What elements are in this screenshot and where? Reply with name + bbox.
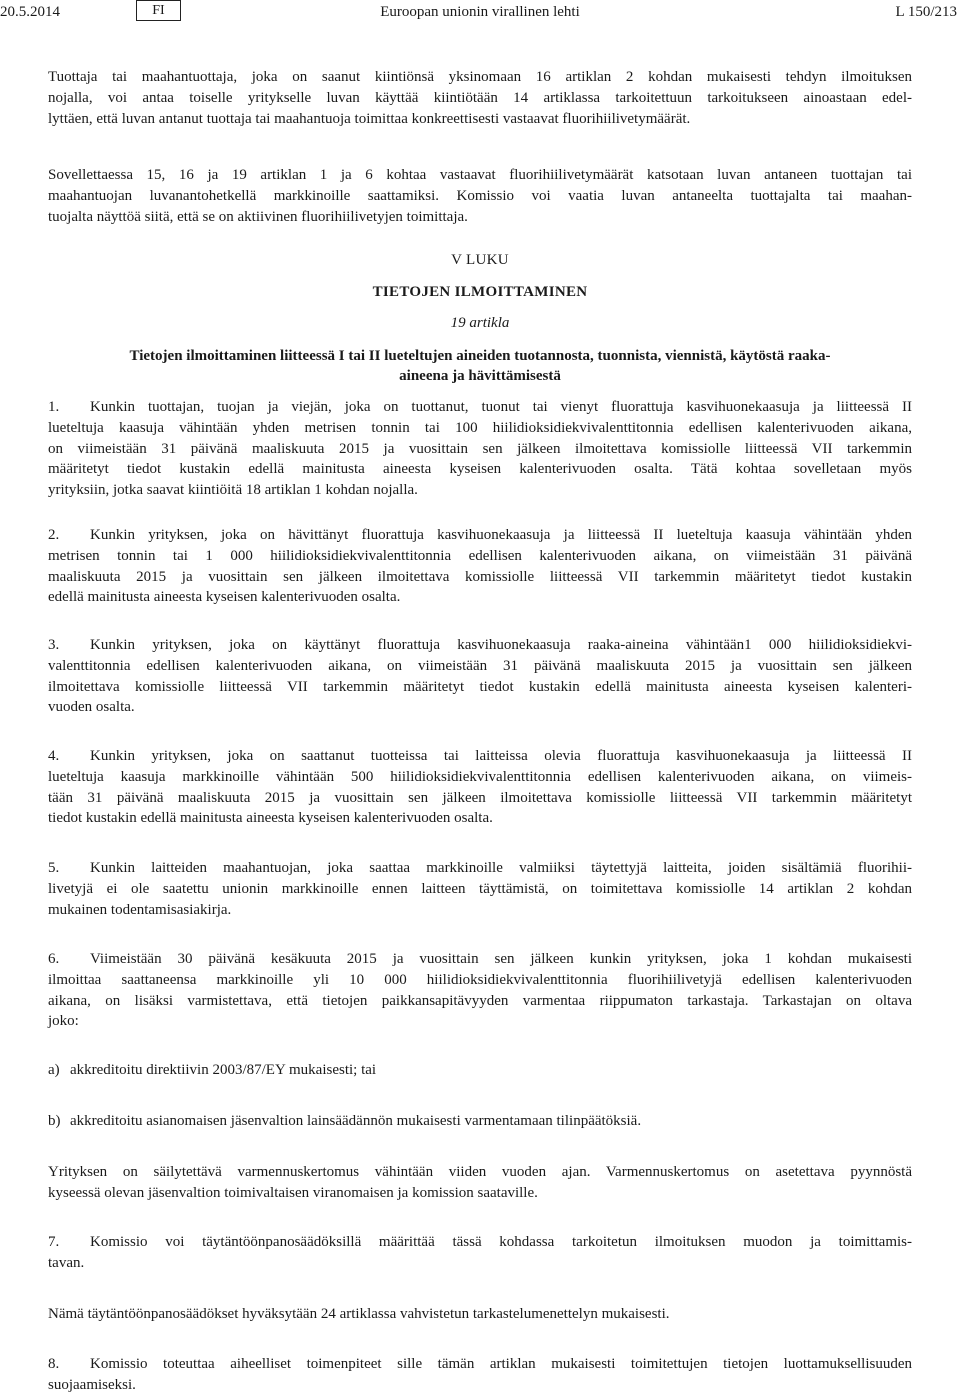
text-line: vuoden osalta.	[48, 699, 135, 716]
text-line: Sovellettaessa 15, 16 ja 19 artiklan 1 ja 6 kohtaa vastaavat fluorihiilivetymäärät katsotaan luvan antaneen tuottajan tai	[48, 167, 912, 183]
chapter-title: TIETOJEN ILMOITTAMINEN	[372, 284, 588, 300]
intro-paragraph-1	[48, 67, 912, 129]
text-line: maahantuojan luvanantohetkellä markkinoille saattamiksi. Komissio voi vaatia luvan antaneelta tuottajalta tai maahan-	[48, 187, 912, 204]
point-label: a)	[48, 1062, 60, 1078]
article-item-5	[48, 858, 912, 920]
article-item-7	[48, 1232, 912, 1274]
text-line	[48, 746, 912, 767]
verification-paragraph	[48, 1162, 912, 1204]
text-line: nojalla, voi antaa toiselle yritykselle luvan käyttää kiintiötään 14 artiklassa tarkoitettuun tarkoitukseen ainoastaan edel-	[48, 89, 912, 106]
text-line	[48, 525, 912, 546]
page-reference: L 150/213	[895, 4, 957, 20]
journal-title: Euroopan unionin virallinen lehti	[380, 4, 580, 20]
text-line: on viimeistään 31 päivänä maaliskuuta 2015 ja vuosittain sen jälkeen ilmoitettava komissiolle liitteessä VII tarkemmin	[48, 440, 912, 457]
text-line: määritetyt tiedot kustakin edellä mainitusta aineesta kyseisen kalenterivuoden osalta. Tätä kohtaa sovelletaan myös	[48, 461, 912, 478]
item-text: Komissio voi täytäntöönpanosäädöksillä määrittää tässä kohdassa tarkoitetun ilmoituksen muodon ja toimittamis-	[90, 1234, 912, 1250]
text-line	[48, 858, 912, 879]
text-line: ilmoittaa saattaneensa markkinoille yli 10 000 hiilidioksidiekvivalenttitonnia fluorihiilivetyjä edellisen kalenterivuoden	[48, 971, 912, 988]
heading-line: aineena ja hävittämisestä	[399, 368, 561, 384]
text-line: metrisen tonnin tai 1 000 hiilidioksidiekvivalenttitonnia edellisen kalenterivuoden aikana, on viimeistään 31 päivänä	[48, 547, 912, 564]
article-label: 19 artikla	[450, 315, 510, 331]
text-line: tavan.	[48, 1254, 85, 1271]
point-text: akkreditoitu asianomaisen jäsenvaltion lainsäädännön mukaisesti varmentamaan tilinpäätöksiä.	[70, 1113, 642, 1129]
text-line: tään 31 päivänä maaliskuuta 2015 ja vuosittain sen jälkeen ilmoitettava komissiolle liitteessä VII tarkemmin määritetyt	[48, 789, 912, 806]
article-item-8	[48, 1354, 912, 1396]
text-line: livetyjä ei ole saatettu unionin markkinoille ennen laitteen täyttämistä, on toimitettava komissiolle 14 artiklan 2 kohdan	[48, 880, 912, 897]
text-line: joko:	[48, 1013, 79, 1030]
text-line	[48, 1354, 912, 1375]
text-line: lueteltuja kaasuja vähintään yhden metrisen tonnin tai 100 hiilidioksidiekvivalenttitonnia edellisen kalenterivuoden aikana,	[48, 419, 912, 436]
item-number: 4.	[48, 748, 60, 764]
text-line: suojaamiseksi.	[48, 1376, 136, 1393]
item-number: 3.	[48, 637, 60, 653]
text-line: yrityksiin, jotka saavat kiintiöitä 18 artiklan 1 kohdan nojalla.	[48, 482, 418, 498]
item-number: 5.	[48, 860, 60, 876]
text-line: lueteltuja kaasuja markkinoille vähintään 500 hiilidioksidiekvivalenttitonnia edellisen kalenterivuoden aikana, on viimeis-	[48, 768, 912, 785]
publication-date: 20.5.2014	[0, 4, 60, 20]
item-text: Kunkin tuottajan, tuojan ja viejän, joka on tuottanut, tuonut tai vienyt fluorattuja kasvihuonekaasuja ja liitteessä II	[90, 399, 912, 415]
article-item-2	[48, 525, 912, 608]
item-number: 6.	[48, 951, 60, 967]
item-text: Kunkin yrityksen, joka on käyttänyt fluorattuja kasvihuonekaasuja raaka-aineina vähintään1 000 hiilidioksidiekvi-	[90, 637, 912, 653]
sub-point-b	[48, 1111, 912, 1132]
text-line: maaliskuuta 2015 ja vuosittain sen jälkeen ilmoitettava komissiolle liitteessä VII tarkemmin määritetyt tiedot kustakin	[48, 568, 912, 585]
point-label: b)	[48, 1113, 61, 1129]
item-number: 1.	[48, 399, 60, 415]
text-line: Tuottaja tai maahantuottaja, joka on saanut kiintiönsä yksinomaan 16 artiklan 2 kohdan mukaisesti tehdyn ilmoituksen	[48, 69, 912, 85]
text-line: valenttitonnia edellisen kalenterivuoden aikana, on viimeistään 31 päivänä maaliskuuta 2015 ja vuosittain sen jälkeen	[48, 657, 912, 674]
item-number: 2.	[48, 527, 60, 543]
text-line: kyseessä olevan jäsenvaltion toimivaltaisen viranomaisen ja komission saataville.	[48, 1184, 538, 1201]
item-text: Kunkin yrityksen, joka on saattanut tuotteissa tai laitteissa olevia fluorattuja kasvihuonekaasuja ja liitteessä II	[90, 748, 912, 764]
point-text: akkreditoitu direktiivin 2003/87/EY mukaisesti; tai	[70, 1062, 377, 1078]
text-line	[48, 1232, 912, 1253]
intro-paragraph-2	[48, 165, 912, 227]
implementing-paragraph	[48, 1304, 912, 1325]
item-text: Viimeistään 30 päivänä kesäkuuta 2015 ja vuosittain sen jälkeen kunkin yrityksen, joka 1 kohdan mukaisesti	[90, 951, 912, 967]
item-text: Komissio toteuttaa aiheelliset toimenpiteet sille tämän artiklan mukaisesti toimitettujen tietojen luottamuksellisuuden	[90, 1356, 912, 1372]
heading-line: Tietojen ilmoittaminen liitteessä I tai II lueteltujen aineiden tuotannosta, tuonnista, viennistä, käytöstä raaka-	[129, 348, 831, 364]
text-line: ilmoitettava komissiolle liitteessä VII tarkemmin määritetyt tiedot kustakin edellä mainitusta aineesta kyseisen kalenteri-	[48, 678, 912, 695]
text-line: Nämä täytäntöönpanosäädökset hyväksytään 24 artiklassa vahvistetun tarkastelumenettelyn mukaisesti.	[48, 1306, 670, 1322]
text-line: tuojalta näyttöä siitä, että se on aktiivinen fluorihiilivetyjen toimittaja.	[48, 208, 468, 225]
text-line: aikana, on lisäksi varmistettava, että tietojen paikkansapitävyyden varmentaa riippumaton tarkastaja. Tarkastajan on oltava	[48, 992, 912, 1009]
article-item-4	[48, 746, 912, 829]
text-line	[48, 397, 912, 418]
article-item-3	[48, 635, 912, 718]
item-number: 7.	[48, 1234, 60, 1250]
item-number: 8.	[48, 1356, 60, 1372]
text-line	[48, 635, 912, 656]
item-text: Kunkin yrityksen, joka on hävittänyt fluorattuja kasvihuonekaasuja ja liitteessä II lueteltuja kaasuja vähintään yhden	[90, 527, 912, 543]
article-item-6	[48, 949, 912, 1032]
sub-point-a	[48, 1060, 912, 1081]
item-text: Kunkin laitteiden maahantuojan, joka saattaa markkinoille valmiiksi täytettyjä laitteita, joiden sisältämiä fluorihii-	[90, 860, 912, 876]
text-line: Yrityksen on säilytettävä varmennuskertomus vähintään viiden vuoden ajan. Varmennuskertomus on asetettava pyynnöstä	[48, 1164, 912, 1180]
text-line: mukainen todentamisasiakirja.	[48, 901, 232, 918]
text-line	[48, 949, 912, 970]
text-line: edellä mainitusta aineesta kyseisen kalenterivuoden osalta.	[48, 589, 401, 606]
text-line: lyttäen, että luvan antanut tuottaja tai maahantuoja toimittaa konkreettisesti vastaavat fluorihiilivetymäärät.	[48, 110, 691, 127]
article-item-1	[48, 397, 912, 501]
article-heading	[48, 346, 912, 386]
language-badge: FI	[136, 0, 181, 21]
text-line: tiedot kustakin edellä mainitusta aineesta kyseisen kalenterivuoden osalta.	[48, 810, 493, 827]
chapter-label: V LUKU	[451, 252, 509, 268]
